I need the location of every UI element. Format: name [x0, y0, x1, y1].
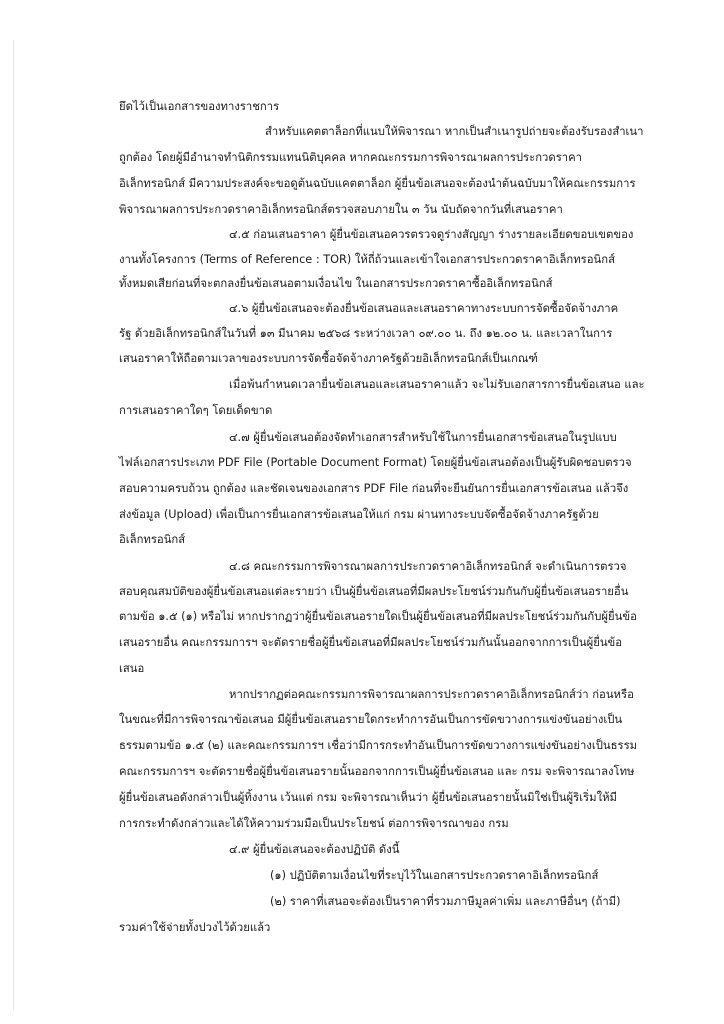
text-line: ตามข้อ ๑.๕ (๑) หรือไม่ หากปรากฏว่าผู้ยื่นข้อเสนอรายใดเป็นผู้ยื่นข้อเสนอที่มีผลประโยชน์ร่วมกันกับผู้ยื่นข้อ [119, 610, 637, 623]
text-line: ในขณะที่มีการพิจารณาข้อเสนอ มีผู้ยื่นข้อเสนอรายใดกระทำการอันเป็นการขัดขวางการแข่งขันอย่างเป็น [119, 713, 623, 726]
text-line: ยึดไว้เป็นเอกสารของทางราชการ [119, 100, 280, 113]
text-line: สำหรับแคตตาล็อกที่แนบให้พิจารณา หากเป็นสำเนารูปถ่ายจะต้องรับรองสำเนา [265, 125, 644, 138]
list-item: (๑) ปฏิบัติตามเงื่อนไขที่ระบุไว้ในเอกสารประกวดราคาอิเล็กทรอนิกส์ [270, 869, 599, 882]
section-4-7: ๔.๗ ผู้ยื่นข้อเสนอต้องจัดทำเอกสารสำหรับใช้ในการยื่นเอกสารข้อเสนอในรูปแบบ [229, 431, 617, 444]
text-line: สอบคุณสมบัติของผู้ยื่นข้อเสนอแต่ละรายว่า เป็นผู้ยื่นข้อเสนอที่มีผลประโยชน์ร่วมกันกับผู้ยื่นข้อเสนอรายอื่น [119, 585, 629, 598]
scan-edge-line [13, 40, 14, 1010]
text-line: เสนอราคาให้ถือตามเวลาของระบบการจัดซื้อจัดจ้างภาครัฐด้วยอิเล็กทรอนิกส์เป็นเกณฑ์ [119, 352, 538, 365]
text-line: ผู้ยื่นข้อเสนอดังกล่าวเป็นผู้ทิ้งงาน เว้นแต่ กรม จะพิจารณาเห็นว่า ผู้ยื่นข้อเสนอรายนั้นมิใช่เป็นผู้ริเริ่มให้มี [119, 791, 617, 804]
text-line: อิเล็กทรอนิกส์ [119, 533, 186, 546]
text-line: เสนอ [119, 662, 145, 675]
text-line: พิจารณาผลการประกวดราคาอิเล็กทรอนิกส์ตรวจสอบภายใน ๓ วัน นับถัดจากวันที่เสนอราคา [119, 203, 563, 216]
text-line: ธรรมตามข้อ ๑.๕ (๒) และคณะกรรมการฯ เชื่อว่ามีการกระทำอันเป็นการขัดขวางการแข่งขันอย่างเป็นธรรม [119, 739, 638, 752]
text-line: สอบความครบถ้วน ถูกต้อง และชัดเจนของเอกสาร PDF File ก่อนที่จะยืนยันการยื่นเอกสารข้อเสนอ แล้วจึง [119, 482, 629, 495]
text-line: อิเล็กทรอนิกส์ มีความประสงค์จะขอดูต้นฉบับแคตตาล็อก ผู้ยื่นข้อเสนอจะต้องนำต้นฉบับมาให้คณะกรรมการ [119, 177, 636, 190]
text-line: หากปรากฏต่อคณะกรรมการพิจารณาผลการประกวดราคาอิเล็กทรอนิกส์ว่า ก่อนหรือ [229, 688, 634, 701]
text-line: การกระทำดังกล่าวและได้ให้ความร่วมมือเป็นประโยชน์ ต่อการพิจารณาของ กรม [119, 817, 509, 830]
text-line: เมื่อพ้นกำหนดเวลายื่นข้อเสนอและเสนอราคาแล้ว จะไม่รับเอกสารการยื่นข้อเสนอ และ [229, 378, 645, 391]
text-line: งานทั้งโครงการ (Terms of Reference : TOR) ให้ถี่ถ้วนและเข้าใจเอกสารประกวดราคาอิเล็กทรอนิกส์ [119, 253, 615, 266]
section-4-9: ๔.๙ ผู้ยื่นข้อเสนอจะต้องปฏิบัติ ดังนี้ [229, 843, 400, 856]
section-4-8: ๔.๘ คณะกรรมการพิจารณาผลการประกวดราคาอิเล็กทรอนิกส์ จะดำเนินการตรวจ [229, 560, 627, 573]
text-line: ถูกต้อง โดยผู้มีอำนาจทำนิติกรรมแทนนิติบุคคล หากคณะกรรมการพิจารณาผลการประกวดราคา [119, 151, 583, 164]
text-line: ทั้งหมดเสียก่อนที่จะตกลงยื่นข้อเสนอตามเงื่อนไข ในเอกสารประกวดราคาซื้ออิเล็กทรอนิกส์ [119, 277, 553, 290]
section-4-6: ๔.๖ ผู้ยื่นข้อเสนอจะต้องยื่นข้อเสนอและเสนอราคาทางระบบการจัดซื้อจัดจ้างภาค [229, 302, 619, 315]
text-line: การเสนอราคาใดๆ โดยเด็ดขาด [119, 404, 273, 417]
text-line: รัฐ ด้วยอิเล็กทรอนิกส์ในวันที่ ๑๓ มีนาคม ๒๕๖๘ ระหว่างเวลา ๐๙.๐๐ น. ถึง ๑๒.๐๐ น. และเวลาในการ [119, 327, 613, 340]
text-line: เสนอรายอื่น คณะกรรมการฯ จะตัดรายชื่อผู้ยื่นข้อเสนอที่มีผลประโยชน์ร่วมกันนั้นออกจากการเป็นผู้ยื่นข้อ [119, 636, 623, 649]
text-line: ไฟล์เอกสารประเภท PDF File (Portable Document Format) โดยผู้ยื่นข้อเสนอต้องเป็นผู้รับผิดชอบตรวจ [119, 456, 632, 469]
text-line: รวมค่าใช้จ่ายทั้งปวงไว้ด้วยแล้ว [119, 921, 271, 934]
list-item: (๒) ราคาที่เสนอจะต้องเป็นราคาที่รวมภาษีมูลค่าเพิ่ม และภาษีอื่นๆ (ถ้ามี) [270, 895, 621, 908]
text-line: ส่งข้อมูล (Upload) เพื่อเป็นการยื่นเอกสารข้อเสนอให้แก่ กรม ผ่านทางระบบจัดซื้อจัดจ้างภาครัฐด้วย [119, 508, 599, 521]
text-line: คณะกรรมการฯ จะตัดรายชื่อผู้ยื่นข้อเสนอรายนั้นออกจากการเป็นผู้ยื่นข้อเสนอ และ กรม จะพิจารณาลงโทษ [119, 765, 635, 778]
section-4-5: ๔.๕ ก่อนเสนอราคา ผู้ยื่นข้อเสนอควรตรวจดูร่างสัญญา ร่างรายละเอียดขอบเขตของ [229, 228, 634, 241]
